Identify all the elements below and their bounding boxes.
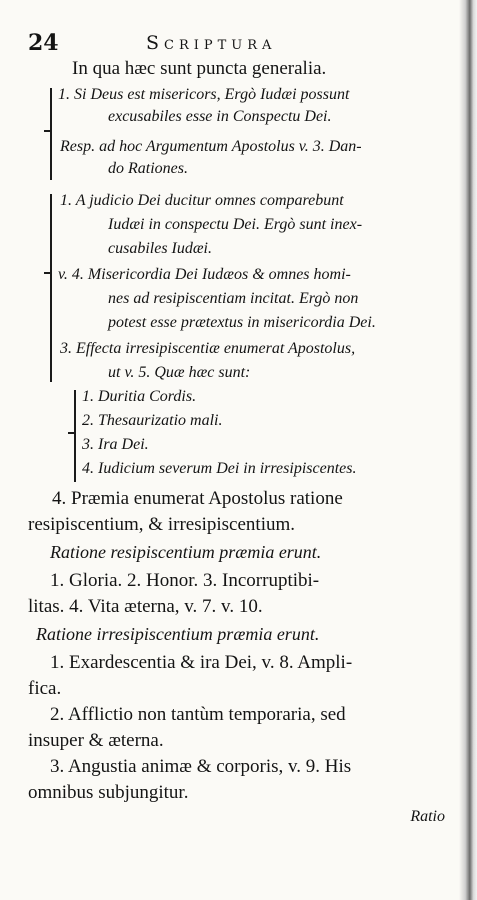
heading-irresipiscentium: Ratione irresipiscentium præmia erunt. — [36, 624, 320, 644]
reason2-line-3: potest esse prætextus in misericordia Dei. — [108, 314, 376, 331]
heading-resipiscentium: Ratione resipiscentium præmia erunt. — [50, 542, 322, 562]
reason3-line-1: 3. Effecta irresipiscentiæ enumerat Apostolus, — [60, 340, 356, 357]
brace-point1 — [50, 88, 52, 180]
reason2-line-1: v. 4. Misericordia Dei Iudæos & omnes homi- — [58, 266, 351, 283]
reason2-line-2: nes ad resipiscentiam incitat. Ergò non — [108, 290, 359, 307]
page-header — [28, 30, 448, 56]
brace-reasons-tip — [44, 272, 50, 274]
brace-point1-tip — [44, 130, 50, 132]
irresip-item-2-line-1: 2. Afflictio non tantùm temporaria, sed — [50, 704, 346, 725]
running-title: Scriptura — [146, 32, 277, 54]
point1-line-2: excusabiles esse in Conspectu Dei. — [108, 108, 332, 125]
irresip-item-2-line-2: insuper & æterna. — [28, 730, 164, 751]
para4-line-1: 4. Præmia enumerat Apostolus ratione — [52, 488, 343, 509]
reason1-line-2: Iudæi in conspectu Dei. Ergò sunt inex- — [108, 216, 363, 233]
irresip-item-1-line-1: 1. Exardescentia & ira Dei, v. 8. Ampli- — [50, 652, 353, 673]
para4-line-2: resipiscentium, & irresipiscentium. — [28, 514, 296, 535]
irresip-item-3-line-1: 3. Angustia animæ & corporis, v. 9. His — [50, 756, 352, 777]
irresip-item-1-line-2: fica. — [28, 678, 62, 699]
reason1-line-1: 1. A judicio Dei ducitur omnes comparebunt — [60, 192, 344, 209]
point1-resp-line-1: Resp. ad hoc Argumentum Apostolus v. 3. Dan- — [60, 138, 362, 155]
reason1-line-3: cusabiles Iudæi. — [108, 240, 212, 257]
effect-4: 4. Iudicium severum Dei in irresipiscentes. — [82, 460, 357, 477]
point1-line-1: 1. Si Deus est misericors, Ergò Iudæi possunt — [58, 86, 350, 103]
point1-resp-line-2: do Rationes. — [108, 160, 188, 177]
effect-1: 1. Duritia Cordis. — [82, 388, 197, 405]
intro-line: In qua hæc sunt puncta generalia. — [72, 58, 327, 79]
resip-items-line-2: litas. 4. Vita æterna, v. 7. v. 10. — [28, 596, 263, 617]
page-gutter — [459, 0, 477, 900]
brace-effects — [74, 390, 76, 482]
reason3-line-2: ut v. 5. Quæ hæc sunt: — [108, 364, 251, 381]
catchword: Ratio — [410, 808, 445, 825]
effect-2: 2. Thesaurizatio mali. — [82, 412, 223, 429]
irresip-item-3-line-2: omnibus subjungitur. — [28, 782, 189, 803]
brace-reasons — [50, 194, 52, 382]
page-number: 24 — [28, 30, 59, 56]
effect-3: 3. Ira Dei. — [82, 436, 149, 453]
brace-effects-tip — [68, 432, 74, 434]
resip-items-line-1: 1. Gloria. 2. Honor. 3. Incorruptibi- — [50, 570, 320, 591]
